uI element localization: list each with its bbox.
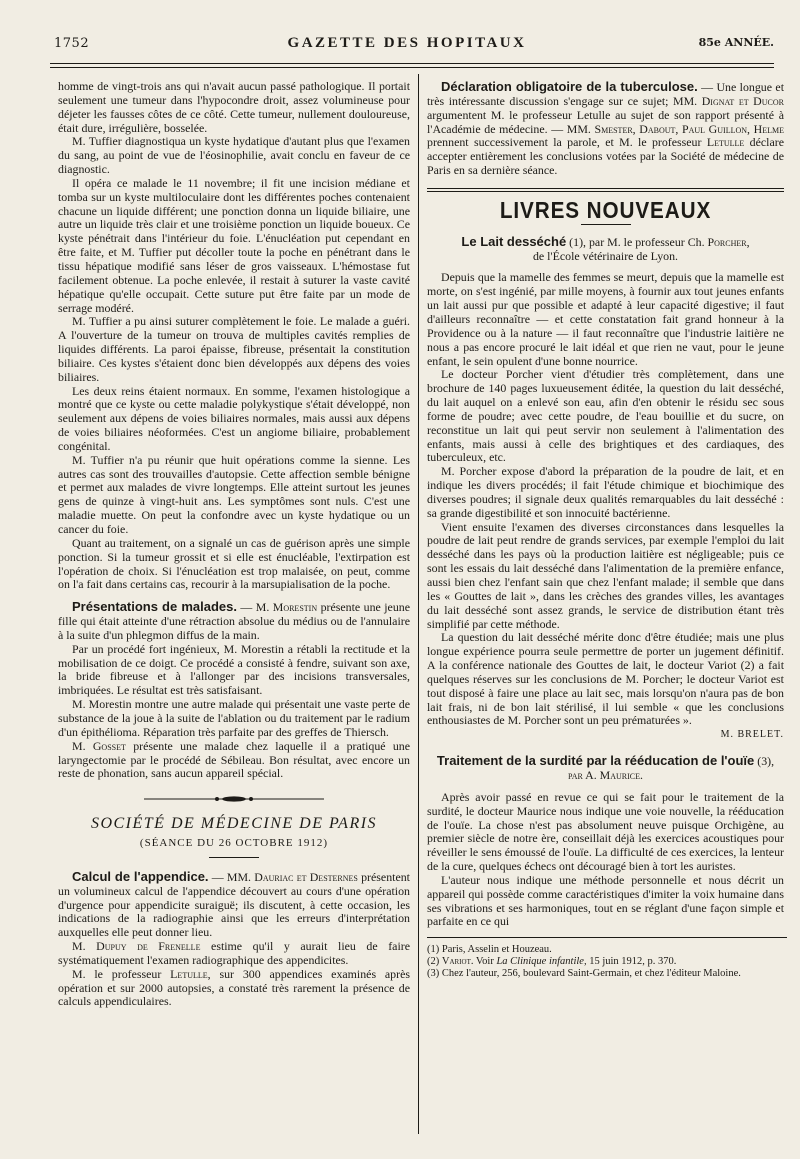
page-number: 1752	[54, 36, 90, 51]
paragraph-text: estime qu'il y aurait lieu de faire systématiquement l'examen radiographique des appendicites.	[58, 939, 410, 967]
paragraph-text: présente une malade chez laquelle il a pratiqué une laryngectomie par le procédé de Sébileau. Bon résultat, avec encore un reste de phonation, sans aucun appareil spécial.	[58, 738, 410, 781]
footnote-marker: (2)	[427, 956, 440, 968]
paragraph: Le docteur Porcher vient d'étudier très complètement, dans une brochure de 140 pages luxueusement éditée, la question du lait desséché, du lait auquel on a enlevé son eau, afin d'en obtenir le résidu sec sous forme de poudre; avec cette poudre, de l'eau bouillie et du sucre, on reconstitue un lait qui peut servir non seulement à l'alimentation des enfants, mais aussi à celle des brightiques et des cardiaques, des tuberculeux, etc.	[427, 367, 784, 465]
header-rule-top	[50, 63, 774, 64]
book-title: Le Lait desséché	[461, 233, 567, 249]
footnote-text: Voir	[475, 956, 494, 968]
book-reference: (1), par M. le professeur Ch.	[569, 234, 705, 249]
author-name: Porcher,	[707, 234, 750, 249]
paragraph-text: prennent successivement la parole, et M. le professeur	[427, 135, 702, 150]
book-institution: de l'École vétérinaire de Lyon.	[532, 248, 679, 263]
left-column	[58, 80, 410, 1009]
section-heading: Déclaration obligatoire de la tuberculose.	[441, 79, 698, 94]
right-column	[427, 80, 784, 980]
session-date: (SÉANCE DU 26 OCTOBRE 1912)	[139, 837, 329, 850]
author-name: Variot.	[441, 956, 474, 968]
journal-title: GAZETTE DES HOPITAUX	[287, 35, 527, 51]
paragraph-text: argumentent M. le professeur Letulle au sujet de son rapport présenté à l'Académie de médecine. — MM.	[427, 107, 784, 136]
short-rule	[209, 857, 259, 858]
paragraph: Après avoir passé en revue ce qui se fait pour le traitement de la surdité, le docteur Maurice nous indique une voie nouvelle, la rééducation de l'ouïe. La chose n'est pas absolument neuve puisque Orchigène, au premier siècle de notre ère, conseillait déjà les exercices acoustiques pour réveiller le sens émoussé de l'ouïe. La difficulté de ces exercices, la lenteur de la cure, quelques échecs ont découragé bien à tort les auristes.	[427, 789, 784, 874]
section-heading: Présentations de malades.	[72, 599, 237, 615]
author-name: Dupuy de Frenelle	[96, 939, 201, 954]
paragraph: Il opéra ce malade le 11 novembre; il fit une incision médiane et tomba sur un kyste multiloculaire dont les différentes poches contenaient chacune un liquide différent; une ponction donna un liquide biliaire, une autre un liquide très clair et une troisième ponction un liquide boueux. Ce kyste pénétrait dans l'intérieur du foie. L'énucléation put cependant en être faite, et M. Tuffier put décoller toute la poche en pénétrant dans le tissu hépatique modifié sans léser de gros vaisseaux. L'hémostase fut facilement obtenue. La poche enlevée, il restait à suturer la vaste cavité hépatique qu'elle occupait. Cette suture put être faite par un mode de serrage modéré.	[58, 175, 410, 315]
author-name: Gosset	[92, 738, 126, 753]
paragraph: Quant au traitement, on a signalé un cas de guérison après une simple ponction. Si la tumeur grossit et si elle est énucléable, l'extirpation est l'opération de choix. Si l'énucléation est trop malaisée, on peut, comme on l'a fait dans certains cas, recourir à la marsupialisation de la poche.	[58, 535, 410, 592]
paragraph: Par un procédé fort ingénieux, M. Morestin a rétabli la rectitude et la mobilisation de ce doigt. Ce procédé a consisté à fendre, suivant son axe, la bride fibreuse et à l'allonger par des incisions transversales, imbriquées. Le résultat est très satisfaisant.	[58, 641, 410, 698]
society-title: SOCIÉTÉ DE MÉDECINE DE PARIS	[90, 815, 378, 833]
paragraph-gosset: M. Gosset présente une malade chez laquelle il a pratiqué une laryngectomie par le procédé de Sébileau. Bon résultat, avec encore un reste de phonation, sans aucun appareil spécial.	[58, 738, 410, 781]
paragraph-text: présentent un volumineux calcul de l'appendice découvert au cours d'une opération d'urgence pour appendicite suraiguë; ils discutent, à cette occasion, les indications de la radiographie ainsi que les erreurs d'interprétation auxquelles elle peut donner lieu.	[58, 869, 410, 940]
book-reference: (3),	[757, 754, 775, 769]
paragraph: L'auteur nous indique une méthode personnelle et nous décrit un appareil qui possède comme caractéristiques d'imiter la voix humaine dans ses vibrations et ses harmoniques, tout en se réglant d'une façon simple et parfaite en ce qui	[427, 872, 784, 929]
paragraph-text: Une longue et très intéressante discussion s'engage sur ce sujet; MM.	[427, 80, 784, 108]
paragraph: Vient ensuite l'examen des diverses circonstances dans lesquelles la poudre de lait peut rendre de grands services, par exemple l'emploi du lait desséché dans les pays où la production laitière est négligeable; puis ce sont les essais du lait desséché dans l'alimentation de la première enfance, aussi bien chez l'enfant sain que chez l'enfant malade; il semble que dans les « Gouttes de lait », dans les crèches des grandes villes, les avantages du lait desséché sont assez grands, le service de distribution étant très simplifié par cette méthode.	[427, 519, 784, 631]
livres-title: LIVRES NOUVEAUX	[499, 196, 712, 223]
footnote	[427, 956, 784, 968]
author-name: Dauriac et Desternes	[254, 869, 358, 884]
section-heading: Calcul de l'appendice.	[72, 868, 209, 884]
paragraph-text: sur 300 appendices examinés après opération et sur 2000 autopsies, a constaté très rarement la présence de calculs appendiculaires.	[58, 966, 410, 1009]
column-divider	[418, 74, 419, 1134]
section-presentations: Présentations de malades. — M. Morestin présente une jeune fille qui était atteinte d'une rétraction absolue du médius ou de l'annulaire à la suite d'un phlegmon diffus de la main.	[58, 599, 410, 642]
paragraph: homme de vingt-trois ans qui n'avait aucun passé pathologique. Il portait seulement une tumeur dans l'hypocondre droit, assez volumineuse pour déjeter les fausses côtes de ce côté. Cette tumeur, nullement douloureuse, était dure, irrégulière, bosselée.	[58, 79, 410, 135]
author-name: Letulle	[170, 966, 208, 981]
author-name: Letulle	[706, 135, 745, 150]
author-name: Dignat et Ducor	[701, 93, 784, 108]
footnote-text: 15 juin 1912, p. 370.	[589, 956, 677, 968]
footnote: (3) Chez l'auteur, 256, boulevard Saint-Germain, et chez l'éditeur Maloine.	[427, 968, 741, 980]
author-name: Smester, Dabout, Paul Guillon, Helme	[594, 121, 784, 136]
paragraph: M. Porcher expose d'abord la préparation de la poudre de lait, et en indique les divers procédés; il fait l'étude chimique et biochimique des diverses poudres; il signale deux qualités remarquables du lait desséché : sa grande digestibilité et son innocuité bactérienne.	[427, 464, 784, 520]
book-title: Traitement de la surdité par la rééducation de l'ouïe	[436, 753, 755, 769]
paragraph: Les deux reins étaient normaux. En somme, l'examen histologique a montré que ce kyste ou cette maladie polykystique s'était développé, non seulement aux dépens de voies biliaires normales, mais aussi aux dépens de voies biliaires néoformées. C'est un angiome biliaire, probablement congénital.	[58, 383, 410, 453]
footnotes	[427, 944, 784, 980]
paragraph-letulle: M. le professeur Letulle, sur 300 appendices examinés après opération et sur 2000 autopsies, a constaté très rarement la présence de calculs appendiculaires.	[58, 966, 410, 1009]
year-label: 85e ANNÉE.	[698, 36, 774, 49]
page-header	[40, 14, 774, 58]
society-section-header	[58, 795, 410, 858]
book-heading-lait	[427, 235, 784, 264]
journal-name: La Clinique infantile,	[496, 956, 587, 968]
short-rule	[581, 224, 631, 225]
author-name: par A. Maurice.	[568, 767, 643, 782]
paragraph-text: déclare accepter entièrement les conclusions votées par la Société de médecine de Paris en sa dernière séance.	[427, 135, 784, 178]
section-declaration: Déclaration obligatoire de la tuberculose. — Une longue et très intéressante discussion s'engage sur ce sujet; MM. Dignat et Ducor argumentent M. le professeur Letulle au sujet de son rapport présenté à l'Académie de médecine. — MM. Smester, Dabout, Paul Guillon, Helme prennent successivement la parole, et M. le professeur Letulle déclare accepter entièrement les conclusions votées par la Société de médecine de Paris en sa dernière séance.	[427, 79, 784, 178]
footnote: (1) Paris, Asselin et Houzeau.	[427, 944, 552, 956]
paragraph: M. Morestin montre une autre malade qui présentait une vaste perte de substance de la joue à la suite de l'ablation ou du traitement par le radium d'un épithélioma. Réparation très parfaite par des greffes de Thiersch.	[58, 697, 410, 739]
ornament-divider	[144, 795, 324, 803]
section-calcul: Calcul de l'appendice. — MM. Dauriac et Desternes présentent un volumineux calcul de l'appendice découvert au cours d'une opération d'urgence pour appendicite suraiguë; ils discutent, à cette occasion, les indications de la radiographie ainsi que les erreurs d'interprétation auxquelles elle peut donner lieu.	[58, 868, 410, 940]
author-name: Morestin	[272, 600, 318, 615]
header-rule-bottom	[50, 67, 774, 68]
paragraph-dupuy: M. Dupuy de Frenelle estime qu'il y aurait lieu de faire systématiquement l'examen radiographique des appendicites.	[58, 939, 410, 967]
paragraph: La question du lait desséché mérite donc d'être étudiée; mais une plus longue expérience pourra seule permettre de porter un jugement définitif. A la conférence nationale des Gouttes de lait, le docteur Variot (2) a fait quelques réserves sur les conclusions de M. Porcher; le docteur Variot est tout disposé à faire une place au lait sec, mais lorsqu'on n'aura pas de bon lait frais, ni de bon lait stérilisé, il lui semble « que les conclusions enthousiastes de M. Porcher sont un peu prématurées ».	[427, 630, 784, 728]
book-heading-surdite	[427, 754, 784, 783]
paragraph: M. Tuffier diagnostiqua un kyste hydatique d'autant plus que l'examen du sang, au point de vue de l'éosinophilie, avait conclu en faveur de ce diagnostic.	[58, 134, 410, 177]
article-signature: M. BRELET.	[720, 729, 784, 741]
livres-section-header	[427, 188, 784, 225]
footnote-rule	[427, 937, 787, 938]
paragraph: Depuis que la mamelle des femmes se meurt, depuis que la mamelle est morte, on s'est ingénié, par mille moyens, à fournir aux tout jeunes enfants un lait aussi pur que possible et adapté à leur capacité digestive; il faut d'ailleurs reconnaître — et cette constatation fait grand honneur à la Providence ou à la nature — il faut reconnaître que l'industrie laitière ne nous a pas encore procuré le lait idéal et que rien ne vaut, pour le jeune enfant, le sein opulent d'une bonne nourrice.	[427, 270, 784, 368]
paragraph-text: présente une jeune fille qui était atteinte d'une rétraction absolue du médius ou de l'annulaire à la suite d'un phlegmon diffus de la main.	[58, 600, 410, 642]
paragraph: M. Tuffier n'a pu réunir que huit opérations comme la sienne. Les autres cas sont des trouvailles d'autopsie. Cette affection semble bénigne et permet aux malades de vivre longtemps. Elle atteint surtout les jeunes gens de quinze à vingt-huit ans. Les symptômes sont nuls. C'est une maladie muette. On peut la confondre avec un kyste hydatique ou un cancer du foie.	[58, 452, 410, 536]
paragraph: M. Tuffier a pu ainsi suturer complètement le foie. Le malade a guéri. A l'ouverture de la tumeur on trouva de multiples cavités remplies de liquides différents. La paroi épaisse, fibreuse, présentait la constitution biliaire. Ces kystes s'étaient donc bien développés aux dépens des voies biliaires.	[58, 314, 410, 384]
